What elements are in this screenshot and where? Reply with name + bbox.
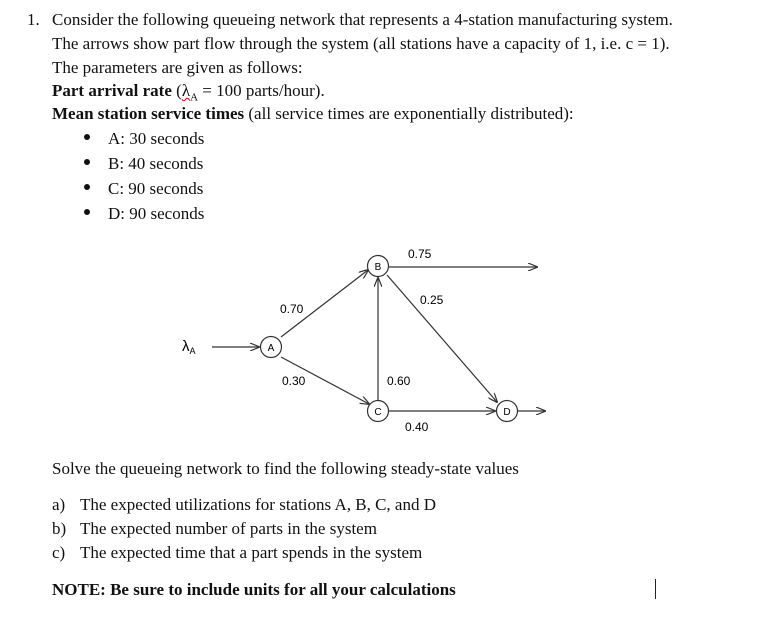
node-a-label: A (267, 343, 275, 354)
node-d (497, 401, 518, 422)
task-b-label: b) (52, 519, 67, 538)
node-b (368, 256, 389, 277)
text-cursor (655, 579, 656, 599)
service-time-a: A: 30 seconds (108, 129, 205, 148)
note: NOTE: Be sure to include units for all your calculations (52, 580, 456, 599)
problem-number: 1. (27, 10, 40, 29)
task-a-label: a) (52, 495, 66, 514)
service-times-desc: (all service times are exponentially distributed): (244, 104, 574, 123)
prob-b-to-d: 0.25 (420, 293, 444, 307)
task-a-text: The expected utilizations for stations A, B, C, and D (80, 495, 436, 514)
task-b-text: The expected number of parts in the system (80, 519, 377, 538)
prob-c-to-d: 0.40 (405, 420, 429, 434)
tasks-intro: Solve the queueing network to find the following steady-state values (52, 459, 519, 478)
prob-a-to-b: 0.70 (280, 302, 304, 316)
arrival-subscript: A (190, 91, 199, 104)
node-a (261, 337, 282, 358)
node-d-label: D (503, 407, 511, 418)
node-c (368, 401, 389, 422)
lambda-symbol: $\lambda_A$ (182, 338, 196, 356)
lambda-subscript: A (189, 346, 196, 356)
prob-b-exit: 0.75 (408, 247, 432, 261)
service-time-b: B: 40 seconds (108, 154, 204, 173)
task-c-label: c) (52, 543, 66, 562)
intro-line-2: The arrows show part flow through the system (all stations have a capacity of 1, i.e. c = 1). (52, 34, 670, 53)
intro-line-1: Consider the following queueing network that represents a 4-station manufacturing system. (52, 10, 673, 29)
arrival-open: ( (171, 81, 182, 100)
arrival-rate-value: = 100 parts/hour). (198, 81, 325, 100)
service-time-d: D: 90 seconds (108, 204, 205, 223)
arrival-rate-label: Part arrival rate (52, 81, 172, 100)
arrival-symbol: $\lambda_A$ (181, 81, 199, 104)
node-c-label: C (374, 407, 382, 418)
intro-line-3: The parameters are given as follows: (52, 58, 303, 77)
service-time-c: C: 90 seconds (108, 179, 204, 198)
prob-c-to-b: 0.60 (387, 374, 411, 388)
service-times-label: Mean station service times (52, 104, 245, 123)
node-b-label: B (374, 262, 382, 273)
task-c-text: The expected time that a part spends in the system (80, 543, 423, 562)
prob-a-to-c: 0.30 (282, 374, 306, 388)
